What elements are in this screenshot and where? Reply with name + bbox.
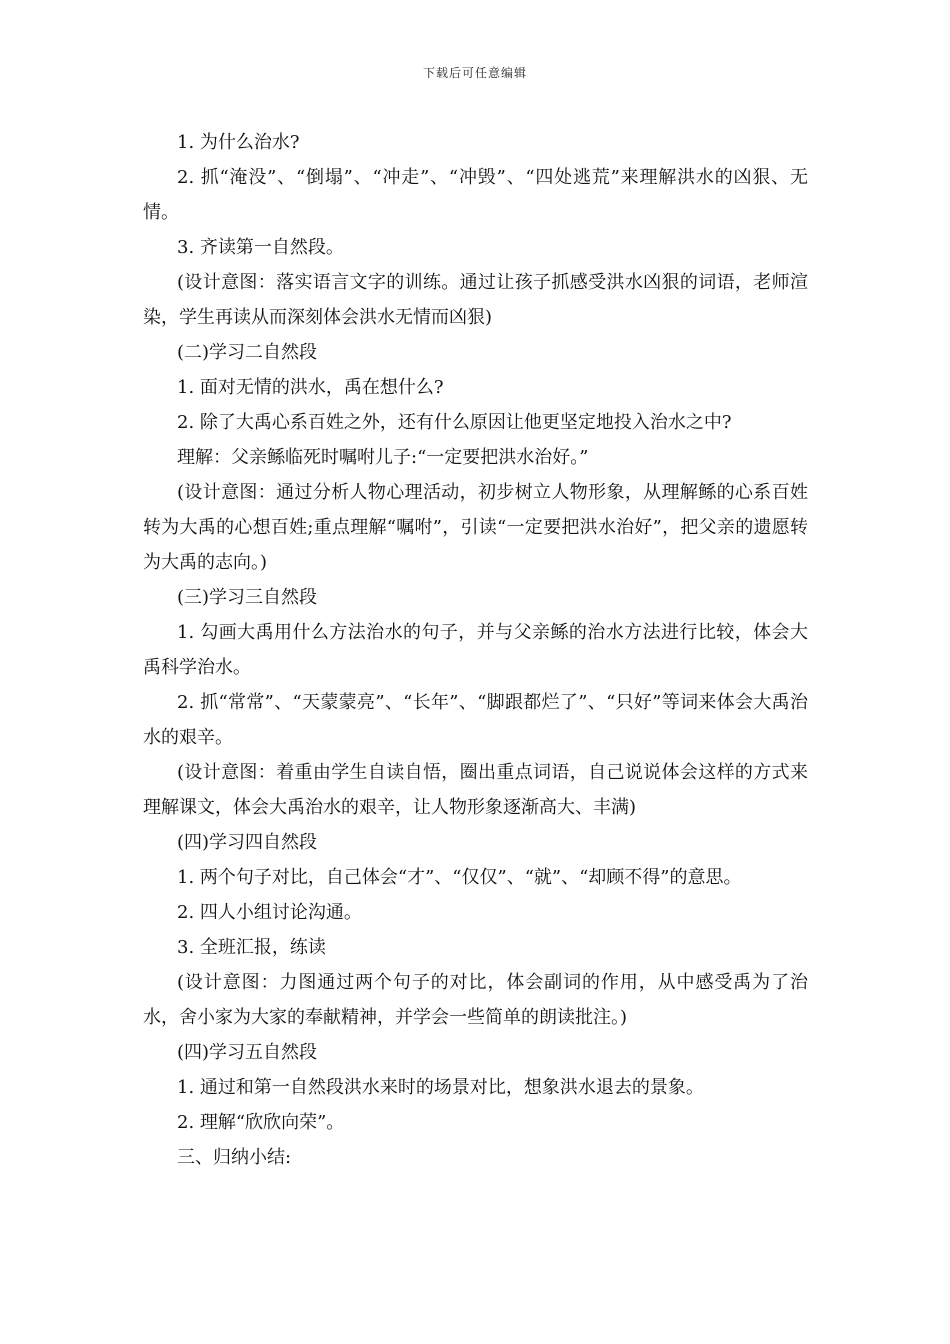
design-intent-note: (设计意图：力图通过两个句子的对比，体会副词的作用，从中感受禹为了治水，舍小家为大家的奉献精神，并学会一些简单的朗读批注。)	[143, 972, 808, 1028]
page-header: 下载后可任意编辑	[422, 66, 527, 80]
paragraph: 2. 抓“淹没”、“倒塌”、“冲走”、“冲毁”、“四处逃荒”来理解洪水的凶狠、无情。	[143, 167, 808, 223]
paragraph: 1. 勾画大禹用什么方法治水的句子，并与父亲鲧的治水方法进行比较，体会大禹科学治水。	[143, 622, 808, 678]
paragraph: 1. 两个句子对比，自己体会“才”、“仅仅”、“就”、“却顾不得”的意思。	[177, 867, 742, 888]
section-heading: (二)学习二自然段	[177, 342, 318, 363]
paragraph: 理解：父亲鲧临死时嘱咐儿子:“一定要把洪水治好。”	[177, 447, 589, 468]
section-heading: (四)学习五自然段	[177, 1042, 318, 1063]
design-intent-note: (设计意图：着重由学生自读自悟，圈出重点词语，自己说说体会这样的方式来理解课文，体会大禹治水的艰辛，让人物形象逐渐高大、丰满)	[143, 762, 808, 818]
document-body	[143, 125, 808, 1175]
paragraph: 3. 全班汇报，练读	[177, 937, 326, 958]
paragraph: 2. 抓“常常”、“天蒙蒙亮”、“长年”、“脚跟都烂了”、“只好”等词来体会大禹治水的艰辛。	[143, 692, 808, 748]
paragraph: 1. 为什么治水?	[177, 132, 300, 153]
paragraph: 2. 除了大禹心系百姓之外，还有什么原因让他更坚定地投入治水之中?	[177, 412, 732, 433]
paragraph: 2. 理解“欣欣向荣”。	[177, 1112, 345, 1133]
paragraph: 3. 齐读第一自然段。	[177, 237, 344, 258]
paragraph: 2. 四人小组讨论沟通。	[177, 902, 362, 923]
paragraph: 1. 通过和第一自然段洪水来时的场景对比，想象洪水退去的景象。	[177, 1077, 704, 1098]
paragraph: 1. 面对无情的洪水，禹在想什么?	[177, 377, 444, 398]
section-heading: (三)学习三自然段	[177, 587, 318, 608]
section-heading: (四)学习四自然段	[177, 832, 318, 853]
design-intent-note: (设计意图：落实语言文字的训练。通过让孩子抓感受洪水凶狠的词语，老师渲染，学生再读从而深刻体会洪水无情而凶狠)	[143, 272, 808, 328]
design-intent-note: (设计意图：通过分析人物心理活动，初步树立人物形象，从理解鲧的心系百姓转为大禹的心想百姓;重点理解“嘱咐”，引读“一定要把洪水治好”，把父亲的遗愿转为大禹的志向。)	[143, 482, 808, 573]
section-heading: 三、归纳小结:	[177, 1147, 292, 1168]
